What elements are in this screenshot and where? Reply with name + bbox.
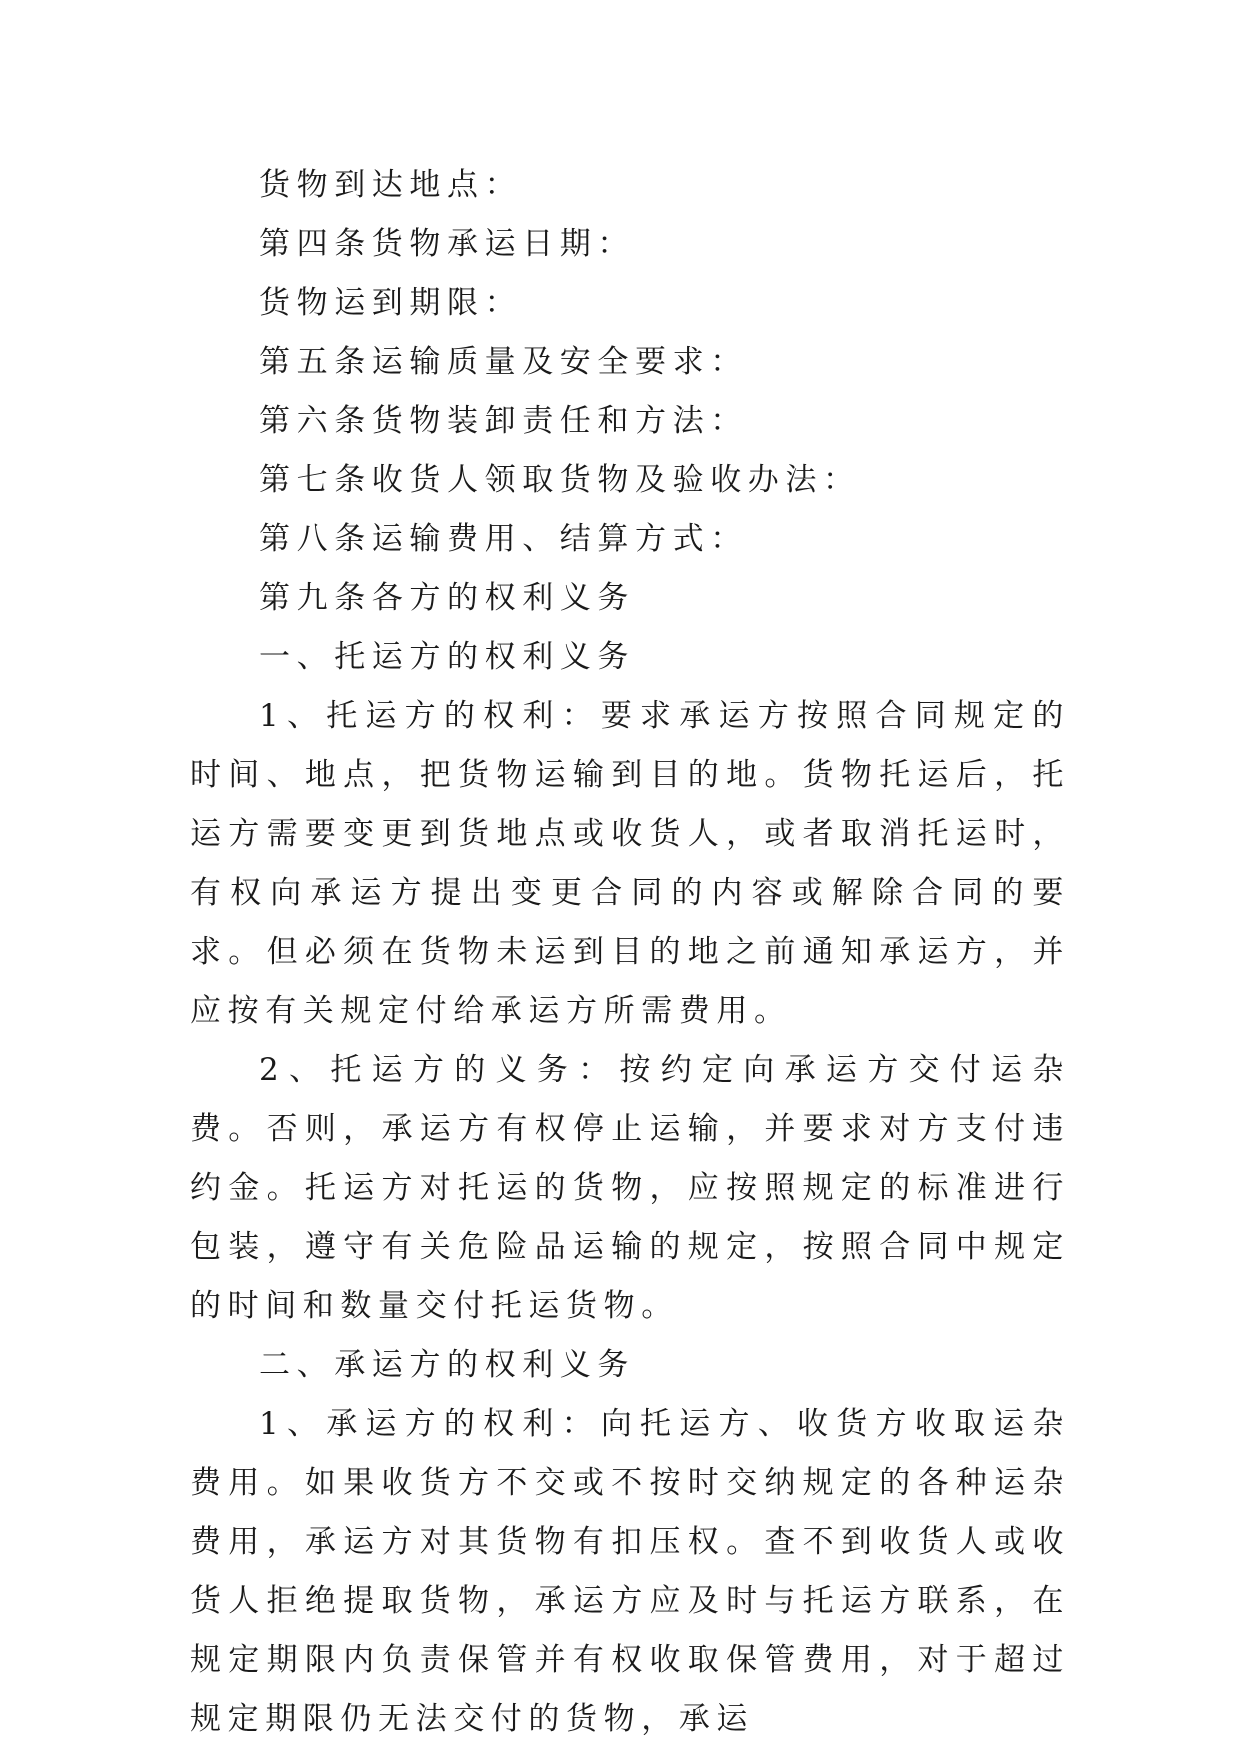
heading-carrier-rights: 二、承运方的权利义务 bbox=[259, 1347, 635, 1383]
paragraph-article-5-quality: 第五条运输质量及安全要求： bbox=[259, 344, 748, 380]
paragraph-article-4-date: 第四条货物承运日期： bbox=[259, 226, 635, 262]
paragraph-shipper-rights: 1、托运方的权利：要求承运方按照合同规定的时间、地点，把货物运输到目的地。货物托运后，托运方需要变更到货地点或收货人，或者取消托运时，有权向承运方提出变更合同的内容或解除合同的要求。但必须在货物未运到目的地之前通知承运方，并应按有关规定付给承运方所需费用。 bbox=[190, 698, 1070, 1029]
paragraph-article-9-rights: 第九条各方的权利义务 bbox=[259, 580, 635, 616]
paragraph-carrier-rights: 1、承运方的权利：向托运方、收货方收取运杂费用。如果收货方不交或不按时交纳规定的各种运杂费用，承运方对其货物有扣压权。查不到收货人或收货人拒绝提取货物，承运方应及时与托运方联系，在规定期限内负责保管并有权收取保管费用，对于超过规定期限仍无法交付的货物，承运 bbox=[190, 1406, 1070, 1737]
paragraph-article-7-receipt: 第七条收货人领取货物及验收办法： bbox=[259, 462, 861, 498]
paragraph-article-6-loading: 第六条货物装卸责任和方法： bbox=[259, 403, 748, 439]
document-body bbox=[190, 156, 1070, 1749]
paragraph-article-8-fees: 第八条运输费用、结算方式： bbox=[259, 521, 748, 557]
heading-shipper-rights: 一、托运方的权利义务 bbox=[259, 639, 635, 675]
paragraph-arrival-location: 货物到达地点： bbox=[259, 167, 523, 203]
paragraph-shipper-obligations: 2、托运方的义务：按约定向承运方交付运杂费。否则，承运方有权停止运输，并要求对方支付违约金。托运方对托运的货物，应按照规定的标准进行包装，遵守有关危险品运输的规定，按照合同中规定的时间和数量交付托运货物。 bbox=[190, 1052, 1070, 1324]
paragraph-delivery-deadline: 货物运到期限： bbox=[259, 285, 523, 321]
